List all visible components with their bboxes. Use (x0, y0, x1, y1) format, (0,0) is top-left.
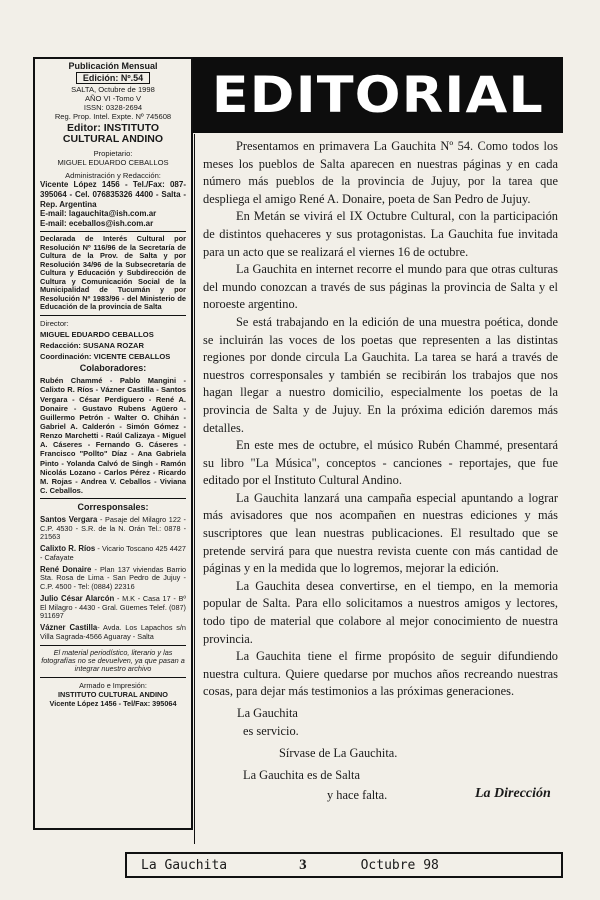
editorial-title: EDITORIAL (211, 66, 545, 124)
collaborators-list: Rubén Chammé - Pablo Mangini - Calixto R. Ríos - Vázner Castilla - Santos Vergara - César Perdiguero - René A. Donaire - Gustavo Rubens Agüero - Guillermo Petrón - Walter O. Chihán - Gabriel A. Calderón - Simón Gómez - Renzo Marchetti - Raúl Calizaya - Miguel A. Cáseres - Fernando G. Cáseres - Francisco "Pollto" Díaz - Ana Gabriela Pinto - Yolanda Calvó de Singh - Ramón Nicolás Lozano - Carlos Pérez - Ricardo M. Rojas - Andrea V. Ceballos - Viviana C. Ceballos. (40, 376, 186, 495)
coordinacion: Coordinación: VICENTE CEBALLOS (40, 352, 171, 362)
editor: Editor: INSTITUTO CULTURAL ANDINO (62, 122, 164, 146)
footer-publication: La Gauchita (141, 857, 228, 873)
page-footer (125, 852, 563, 878)
article-paragraph: En este mes de octubre, el músico Rubén Chammé, presentará su libro "La Música", conceptos - canciones - reportajes, que fue editado por el Instituto Cultural Andino. (203, 438, 558, 488)
closing-line: La Gauchita (237, 706, 298, 720)
redaccion: Redacción: SUSANA ROZAR (40, 341, 144, 351)
editorial-banner (193, 57, 563, 133)
divider (40, 677, 186, 678)
closing-line: es servicio. (243, 724, 299, 738)
owner-label: Propietario: (93, 149, 133, 159)
correspondent-entry: Julio César Alarcón - M.K - Casa 17 - Bº El Milagro - 4430 - Gral. Güemes Telef. (087) 911697 (40, 593, 186, 621)
printer: INSTITUTO CULTURAL ANDINO (58, 689, 168, 699)
print-label: Armado e Impresión: (79, 680, 147, 690)
signature: La Dirección (475, 786, 551, 801)
divider (40, 645, 186, 646)
correspondent-entry: Calixto R. Ríos - Vicario Toscano 425 4427 - Cafayate (40, 544, 186, 562)
divider (40, 231, 186, 232)
director-label: Director: (40, 319, 69, 328)
footer-date: Octubre 98 (360, 857, 439, 873)
article-paragraph: La Gauchita tiene el firme propósito de seguir difundiendo nuestra cultura. Quiere quedarse por muchos años recreando nuestras cosas, para dejar más testimonios a las próximas generaciones. (203, 649, 558, 699)
correspondent-entry: René Donaire - Plan 137 viviendas Barrio Sta. Rosa de Lima - San Pedro de Jujuy - C.P. 4500 - Tel: (0884) 22316 (40, 564, 187, 592)
page-number: 3 (299, 856, 307, 873)
closing-line: Sírvase de La Gauchita. (279, 746, 398, 760)
article-paragraph: Se está trabajando en la edición de una muestra poética, donde se incluirán las voces de los poetas que representen a las distintas regiones por donde circula La Gauchita. La tarea se hará a través de nuestros corresponsales y también se recibirán los trabajos que nos hagan llegar a nuestro domicilio, especialmente los poetas de la provincia de Salta y de Jujuy. En la próxima edición daremos más detalles. (203, 314, 558, 435)
admin-address: Vicente López 1456 - Tel./Fax: 087-395064 - Cel. 076835326 4400 - Salta - Rep. Argentina (40, 180, 186, 209)
registration: Reg. Prop. Intel. Expte. Nº 745608 (54, 111, 172, 121)
closing-line: y hace falta. (327, 788, 388, 802)
closing-line: La Gauchita es de Salta (243, 768, 360, 782)
issn: ISSN: 0328-2694 (83, 102, 143, 112)
owner: MIGUEL EDUARDO CEBALLOS (57, 158, 169, 168)
article-paragraph: Presentamos en primavera La Gauchita Nº 54. Como todos los meses los pueblos de Salta aparecen en nuestras páginas y en cada número más pueblos de la provincia de Jujuy, por la tarea que despliega el amigo René A. Donaire, poeta de San Pedro de Jujuy. (203, 139, 558, 206)
editorial-article (194, 134, 562, 844)
masthead-sidebar (33, 57, 193, 830)
printer-address: Vicente López 1456 - Tel/Fax: 395064 (49, 699, 177, 708)
closing-block (203, 701, 558, 809)
correspondent-entry: Vázner Castilla- Avda. Los Lapachos s/n Villa Sagrada-4566 Aguaray - Salta (40, 623, 186, 641)
director: MIGUEL EDUARDO CEBALLOS (40, 330, 154, 340)
article-paragraph: La Gauchita lanzará una campaña especial apuntando a lograr más avisadores que nos acompañen en nuestras ediciones y más suscriptores que lean nuestras publicaciones. El resultado que se pretende servirá para que nuestra revista cuente con más cantidad de páginas y en la medida que lo logremos, mejorar la edición. (203, 490, 558, 576)
correspondents-title: Corresponsales: (77, 502, 149, 513)
article-paragraph: La Gauchita desea convertirse, en el tiempo, en la memoria popular de Salta. Para ello solicitamos a nuestros amigos y lectores, todo tipo de material que colabore al mejor conocimiento de nuestra provincia. (203, 578, 558, 646)
article-paragraph: En Metán se vivirá el IX Octubre Cultural, con la participación de distintos quehaceres y sus protagonistas. La Gauchita fue invitada para un acto que se realizará el viernes 16 de octubre. (203, 209, 558, 259)
material-note: El material periodístico, literario y las fotografías no se devuelven, ya que pasan a integrar nuestro archivo (41, 647, 185, 674)
divider (40, 315, 186, 316)
cultural-declaration: Declarada de Interés Cultural por Resolución Nº 116/96 de la Secretaría de Cultura de la Prov. de Salta y por Resolución 34/96 de la Subsecretaría de Cultura y Educación y Subdirección de Cultura y Comunicación Social de la Municipalidad de Tucumán y por Resolución Nº 1983/96 - del Ministerio de Educación de la provincia de Salta (40, 234, 186, 312)
volume-year: AÑO VI -Tomo V (84, 93, 142, 103)
correspondents-list (40, 515, 186, 642)
divider (40, 498, 186, 499)
correspondent-entry: Santos Vergara - Pasaje del Milagro 122 - C.P. 4530 - S.R. de la N. Orán Tel.: 0878 - 21563 (40, 514, 186, 542)
article-paragraph: La Gauchita en internet recorre el mundo para que otras culturas del mundo conozcan a través de sus páginas la provincia de Salta y el noroeste argentino. (203, 262, 558, 312)
collaborators-title: Colaboradores: (79, 363, 147, 374)
issue-date: SALTA, Octubre de 1998 (71, 84, 155, 94)
edition-number: Edición: Nº.54 (76, 72, 150, 84)
email-1: E-mail: lagauchita@ish.com.ar (40, 209, 157, 219)
email-2: E-mail: eceballos@ish.com.ar (40, 218, 154, 228)
publication-frequency: Publicación Mensual (68, 61, 158, 71)
admin-label: Administración y Redacción: (65, 171, 161, 181)
